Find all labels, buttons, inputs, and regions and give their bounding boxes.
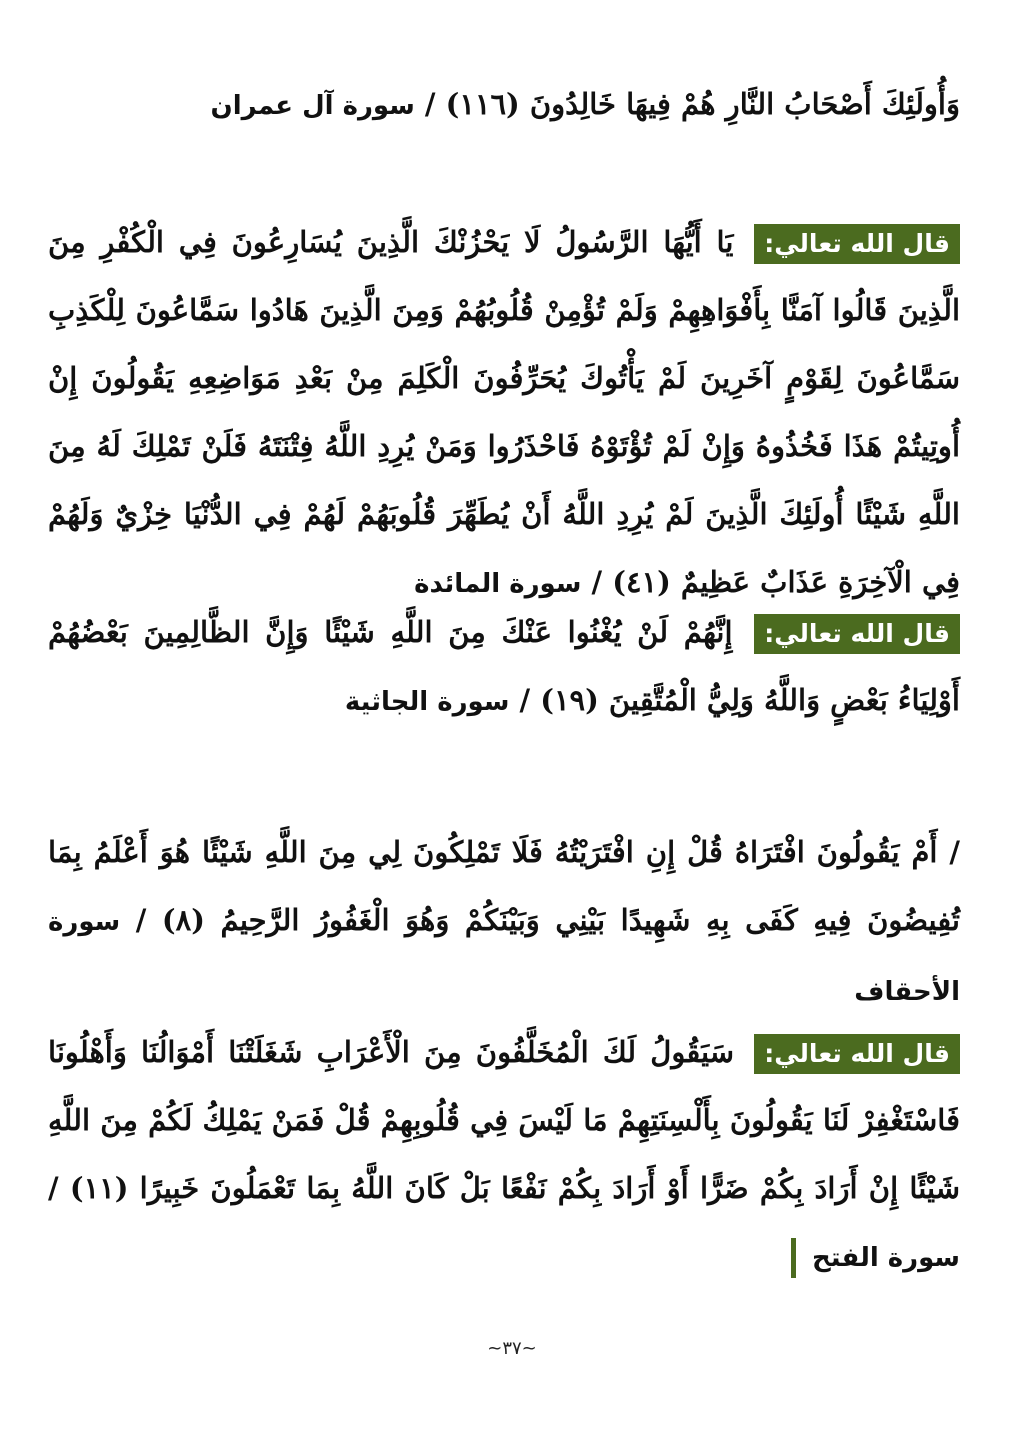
verse-text: وَأُولَئِكَ أَصْحَابُ النَّارِ هُمْ فِيهَا خَالِدُونَ (١١٦) /	[424, 87, 960, 121]
surah-name: سورة آل عمران	[210, 91, 415, 121]
surah-name: سورة الأحقاف	[48, 907, 960, 1007]
verse-text: إِنَّهُمْ لَنْ يُغْنُوا عَنْكَ مِنَ اللَّهِ شَيْئًا وَإِنَّ الظَّالِمِينَ بَعْضُهُمْ أَوْلِيَاءُ بَعْضٍ وَاللَّهُ وَلِيُّ الْمُتَّقِينَ (١٩) /	[48, 615, 960, 717]
end-marker-bar	[791, 1238, 796, 1278]
quote-label: قال الله تعالي:	[754, 614, 960, 654]
page-number: ~٣٧~	[487, 1338, 537, 1359]
verse-text: يَا أَيُّهَا الرَّسُولُ لَا يَحْزُنْكَ الَّذِينَ يُسَارِعُونَ فِي الْكُفْرِ مِنَ الَّذِينَ قَالُوا آمَنَّا بِأَفْوَاهِهِمْ وَلَمْ تُؤْمِنْ قُلُوبُهُمْ وَمِنَ الَّذِينَ هَادُوا سَمَّاعُونَ لِلْكَذِبِ سَمَّاعُونَ لِقَوْمٍ آخَرِينَ لَمْ يَأْتُوكَ يُحَرِّفُونَ الْكَلِمَ مِنْ بَعْدِ مَوَاضِعِهِ يَقُولُونَ إِنْ أُوتِيتُمْ هَذَا فَخُذُوهُ وَإِنْ لَمْ تُؤْتَوْهُ فَاحْذَرُوا وَمَنْ يُرِدِ اللَّهُ فِتْنَتَهُ فَلَنْ تَمْلِكَ لَهُ مِنَ اللَّهِ شَيْئًا أُولَئِكَ الَّذِينَ لَمْ يُرِدِ اللَّهُ أَنْ يُطَهِّرَ قُلُوبَهُمْ لَهُمْ فِي الدُّنْيَا خِزْيٌ وَلَهُمْ فِي الْآخِرَةِ عَذَابٌ عَظِيمٌ (٤١) /	[48, 225, 960, 599]
verse-text: سَيَقُولُ لَكَ الْمُخَلَّفُونَ مِنَ الْأَعْرَابِ شَغَلَتْنَا أَمْوَالُنَا وَأَهْلُونَا فَاسْتَغْفِرْ لَنَا يَقُولُونَ بِأَلْسِنَتِهِمْ مَا لَيْسَ فِي قُلُوبِهِمْ قُلْ فَمَنْ يَمْلِكُ لَكُمْ مِنَ اللَّهِ شَيْئًا إِنْ أَرَادَ بِكُمْ ضَرًّا أَوْ أَرَادَ بِكُمْ نَفْعًا بَلْ كَانَ اللَّهُ بِمَا تَعْمَلُونَ خَبِيرًا (١١) /	[48, 1035, 960, 1205]
quote-label: قال الله تعالي:	[754, 1034, 960, 1074]
quote-label: قال الله تعالي:	[754, 224, 960, 264]
surah-name: سورة الفتح	[812, 1243, 960, 1273]
verse-paragraph-1	[48, 70, 960, 140]
verse-text: / أَمْ يَقُولُونَ افْتَرَاهُ قُلْ إِنِ افْتَرَيْتُهُ فَلَا تَمْلِكُونَ لِي مِنَ اللَّهِ شَيْئًا هُوَ أَعْلَمُ بِمَا تُفِيضُونَ فِيهِ كَفَى بِهِ شَهِيدًا بَيْنِي وَبَيْنَكُمْ وَهُوَ الْغَفُورُ الرَّحِيمُ (٨) /	[48, 835, 960, 937]
surah-name: سورة المائدة	[414, 569, 582, 599]
page	[48, 64, 960, 1449]
verse-paragraph-4	[48, 818, 960, 1026]
verse-paragraph-5	[48, 1018, 960, 1292]
verse-paragraph-3	[48, 598, 960, 736]
verse-paragraph-2	[48, 208, 960, 618]
surah-name: سورة الجاثية	[344, 687, 510, 717]
